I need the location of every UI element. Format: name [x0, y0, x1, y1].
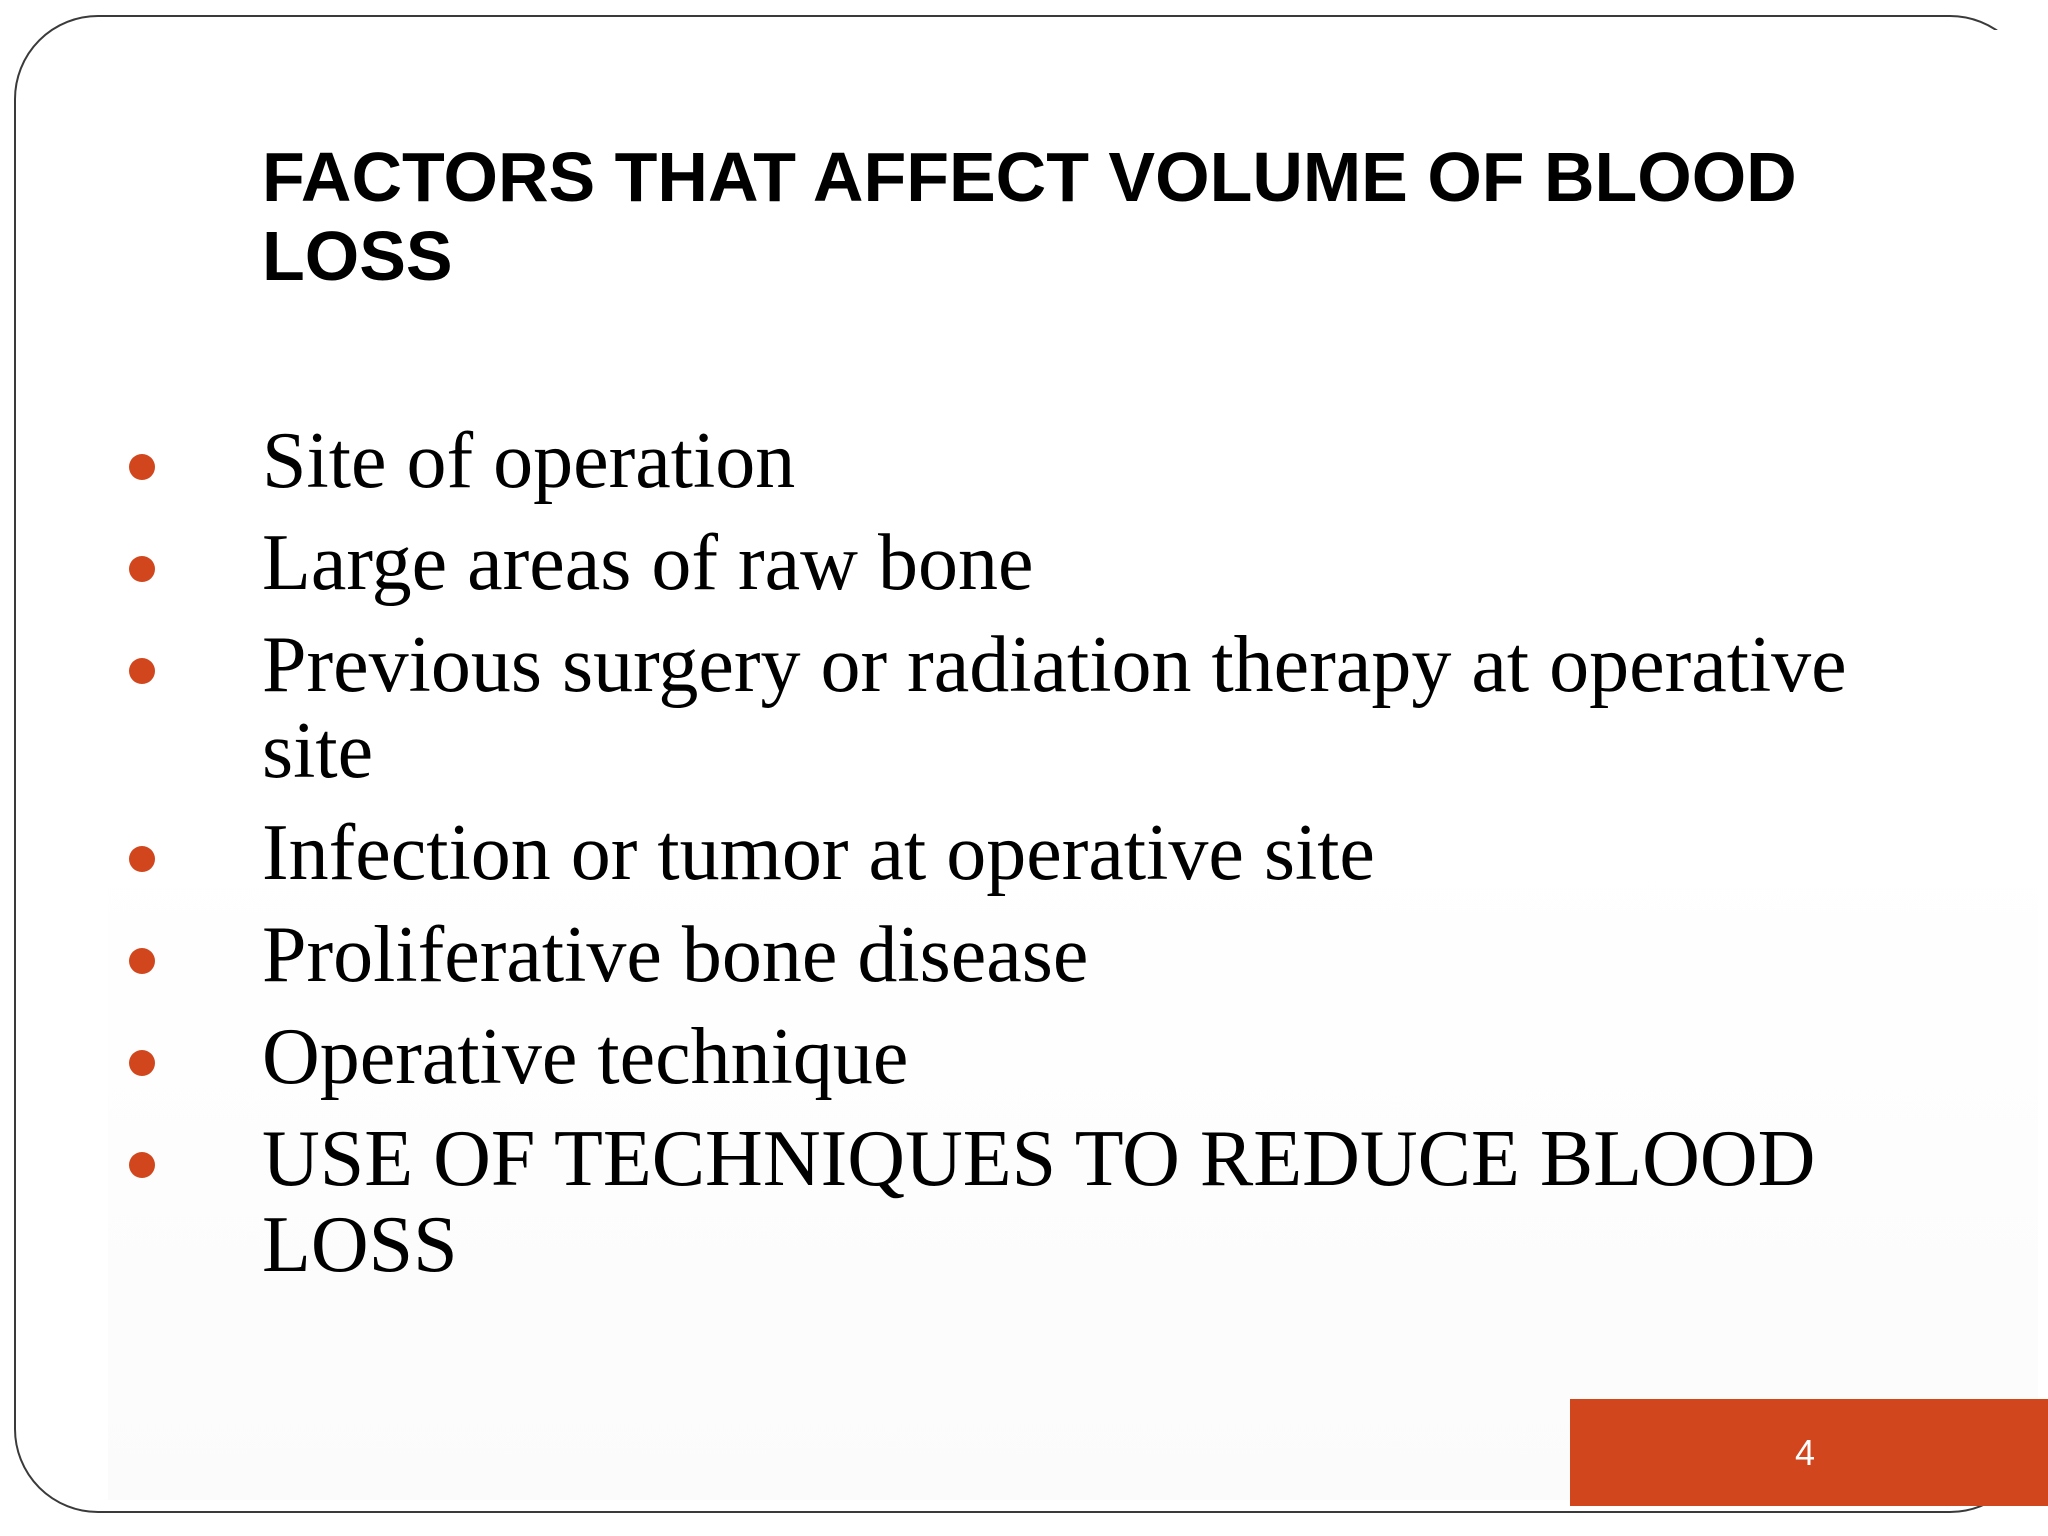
- bullet-dot-icon: [129, 556, 155, 582]
- bullet-list: [120, 418, 1920, 1304]
- bullet-text: Site of operation: [262, 417, 796, 505]
- slide-title: FACTORS THAT AFFECT VOLUME OF BLOOD LOSS: [262, 138, 1797, 295]
- bullet-dot-icon: [129, 454, 155, 480]
- page-number: 4: [1794, 1431, 1816, 1473]
- bullet-dot-icon: [129, 1152, 155, 1178]
- bullet-text: Operative technique: [262, 1013, 909, 1101]
- bullet-text: Large areas of raw bone: [262, 519, 1034, 607]
- bullet-text: USE OF TECHNIQUES TO REDUCE BLOOD LOSS: [262, 1115, 1816, 1289]
- bullet-dot-icon: [129, 658, 155, 684]
- list-item: [120, 912, 1920, 998]
- bullet-text: Previous surgery or radiation therapy at operative site: [262, 621, 1847, 795]
- list-item: [120, 1116, 1920, 1288]
- bullet-text: Proliferative bone disease: [262, 911, 1089, 999]
- bullet-dot-icon: [129, 1050, 155, 1076]
- list-item: [120, 520, 1920, 606]
- page-number-box: [1570, 1399, 2048, 1506]
- bullet-text: Infection or tumor at operative site: [262, 809, 1375, 897]
- list-item: [120, 622, 1920, 794]
- list-item: [120, 1014, 1920, 1100]
- list-item: [120, 810, 1920, 896]
- bullet-dot-icon: [129, 846, 155, 872]
- bullet-dot-icon: [129, 948, 155, 974]
- list-item: [120, 418, 1920, 504]
